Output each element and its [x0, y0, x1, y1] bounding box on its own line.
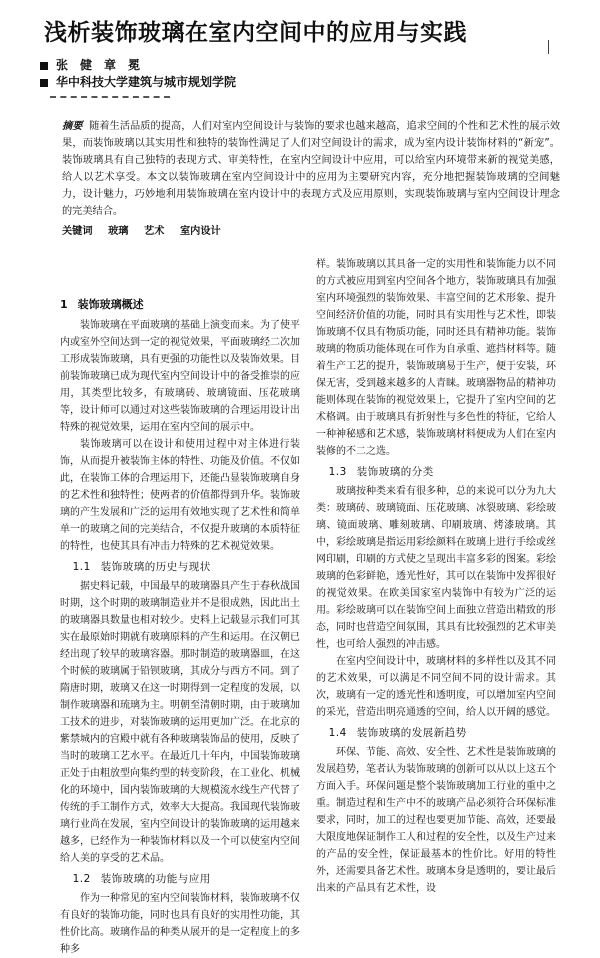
abstract: [62, 118, 560, 220]
section-title: 装饰玻璃概述: [77, 298, 144, 311]
subsection-heading: [73, 871, 300, 888]
article-title: 浅析装饰玻璃在室内空间中的应用与实践: [44, 20, 467, 46]
section-heading: [60, 296, 300, 313]
keywords: [62, 222, 233, 237]
section-number: 1.4: [328, 727, 347, 739]
paragraph: 据史料记载，中国最早的玻璃器具产生于春秋战国时期，这个时期的玻璃制造业并不是很成熟，因此出土的玻璃器具数量也相对较少。史料上记载显示我们可其实在最原始时期就有玻璃原料的产生和运用。在汉朝已经出现了较早的玻璃容器。那时制造的玻璃器皿，在这个时候的玻璃属于铅钡玻璃，其成分与西方不同。到了隋唐时期，玻璃又在这一时期得到一定程度的发展，以制作玻璃器和琉璃为主。明朝至清朝时期，由于玻璃加工技术的进步，对装饰玻璃的运用更加广泛。在北京的紫禁城内的宫殿中就有各种玻璃装饰品的使用，反映了当时的玻璃工艺水平。在最近几十年内，中国装饰玻璃正处于由粗放型向集约型的转变阶段，在工业化、机械化的环境中，国内装饰玻璃的大规模流水线生产代替了传统的手工制作方式，效率大大提高。我国现代装饰玻璃行业尚在发展，室内空间设计的装饰玻璃的运用越来越多，已经作为一种装饰材料以及一个可以使室内空间给人美的享受的艺术品。: [60, 581, 300, 864]
paragraph: 在室内空间设计中，玻璃材料的多样性以及其不同的艺术效果，可以满足不同空间不同的设计需求。其次，玻璃有一定的透光性和透明度，可以增加室内空间的采光，营造出明亮通透的空间，给人以开阔的感觉。: [316, 656, 556, 718]
section-number: 1.2: [72, 873, 91, 885]
divider: [50, 96, 170, 98]
square-bullet-icon: [40, 62, 48, 70]
paragraph: 样。装饰玻璃以其具备一定的实用性和装饰能力以不同的方式被应用到室内空间各个地方，装饰玻璃具有加强室内环境强烈的装饰效果、丰富空间的艺术形象、提升空间经济价值的功能，同时具有实用性与艺术性，即装饰玻璃不仅具有物质功能，同时还具有精神功能。装饰玻璃的物质功能体现在可作为自承重、遮挡材料等。随着生产工艺的提升，装饰玻璃易于生产，便于安装，环保无害，受到越来越多的人青睐。玻璃器物品的精神功能则体现在装饰的视觉效果上，它提升了室内空间的艺术格调。由于玻璃具有折射性与多色性的特征，它给人一种神秘感和艺术感，装饰玻璃材料便成为人们在室内装修的不二之选。: [316, 259, 556, 457]
section-title: 装饰玻璃的功能与应用: [100, 873, 211, 885]
keyword: 室内设计: [179, 226, 221, 237]
paragraph: 装饰玻璃可以在设计和使用过程中对主体进行装饰，从而提升被装饰主体的特性、功能及价值。不仅如此，在装饰工体的合理运用下，还能凸显装饰玻璃自身的艺术性和独特性；使两者的价值都得到升华。装饰玻璃的产生发展和广泛的运用有效地实现了艺术性和简单单一的玻璃之间的完美结合，不仅提升玻璃的本质特征的特性，也使其具有冲击力特殊的艺术视觉效果。: [60, 439, 300, 552]
paragraph: 环保、节能、高效、安全性、艺术性是装饰玻璃的发展趋势，笔者认为装饰玻璃的创新可以从以上这五个方面入手。环保问题是整个装饰玻璃加工行业的重中之重。制造过程和生产中不的玻璃产品必须符合环保标准要求，同时，加工的过程也要更加节能、高效，还要最大限度地保证制作工人和过程的安全性，以及生产过来的产品的安全性，保证最基本的性价比。好用的特性外，还需要具备艺术性。玻璃本身是透明的，要让最后出来的产品具有艺术性，设: [316, 747, 556, 894]
subsection-heading: [73, 559, 300, 576]
subsection-heading: [329, 725, 556, 742]
square-bullet-icon: [40, 79, 48, 87]
left-column: [60, 292, 300, 955]
section-number: 1: [60, 298, 68, 311]
section-title: 装饰玻璃的发展新趋势: [356, 727, 467, 739]
section-title: 装饰玻璃的历史与现状: [100, 561, 211, 573]
keyword: 艺术: [144, 226, 165, 237]
affiliation: 华中科技大学建筑与城市规划学院: [56, 75, 237, 89]
author-line: [40, 56, 140, 73]
corner-mark: [548, 40, 549, 54]
paragraph: 玻璃按种类来看有很多种，总的来说可以分为九大类：玻璃砖、玻璃镜面、压花玻璃、冰裂玻璃、彩绘玻璃、镜面玻璃、雕刻玻璃、印刷玻璃、烤漆玻璃。其中，彩绘玻璃是指运用彩绘颜料在玻璃上进行手绘或丝网印刷，印刷的方式使之呈现出丰富多彩的图案。彩绘玻璃的色彩鲜艳，透光性好，其可以在装饰中发挥很好的视觉效果。在欧美国家室内装饰中有较为广泛的运用。彩绘玻璃可以在装饰空间上面独立营造出精致的形态，同时也营造空间氛围，其具有比较强烈的艺术审美性，也可给人强烈的冲击感。: [316, 486, 556, 650]
affiliation-line: [40, 73, 236, 90]
keywords-label: 关键词: [62, 226, 93, 237]
section-number: 1.3: [328, 466, 347, 478]
keyword: 玻璃: [108, 226, 129, 237]
abstract-label: 摘要: [62, 121, 83, 132]
abstract-text: 随着生活品质的提高，人们对室内空间设计与装饰的要求也越来越高，追求空间的个性和艺术性的展示效果，而装饰玻璃以其实用性和独特的装饰性满足了人们对空间设计的需求，成为室内设计装饰材料的“新宠”。装饰玻璃具有自己独特的表现方式、审美特性，在室内空间设计中应用，可以给室内环境带来新的视觉美感，给人以艺术享受。本文以装饰玻璃在室内空间设计中的应用为主要研究内容，充分地把握装饰玻璃的空间魅力，设计魅力，巧妙地利用装饰玻璃在室内设计中的表现方式及应用原则，实现装饰玻璃与室内空间设计理念的完美结合。: [62, 121, 561, 217]
paragraph: 装饰玻璃在平面玻璃的基础上演变而来。为了使平内或室外空间达到一定的视觉效果，平面玻璃经二次加工形成装饰玻璃，具有更强的功能性以及装饰效果。目前装饰玻璃已成为现代室内空间设计中的备受推崇的应用，其类型比较多，有玻璃砖、玻璃镜面、压花玻璃等，设计师可以通过对这些装饰玻璃的合理运用设计出特殊的视觉效果，运用在室内空间的展示中。: [60, 320, 300, 433]
paragraph: 作为一种常见的室内空间装饰材料，装饰玻璃不仅有良好的装饰功能，同时也具有良好的实用性功能，其性价比高。玻璃作品的种类从展开的是一定程度上的多种多: [60, 893, 300, 955]
subsection-heading: [329, 464, 556, 481]
section-number: 1.1: [72, 561, 91, 573]
section-title: 装饰玻璃的分类: [356, 466, 434, 478]
authors: 张 健 章 冕: [56, 58, 141, 72]
right-column: [316, 256, 556, 894]
